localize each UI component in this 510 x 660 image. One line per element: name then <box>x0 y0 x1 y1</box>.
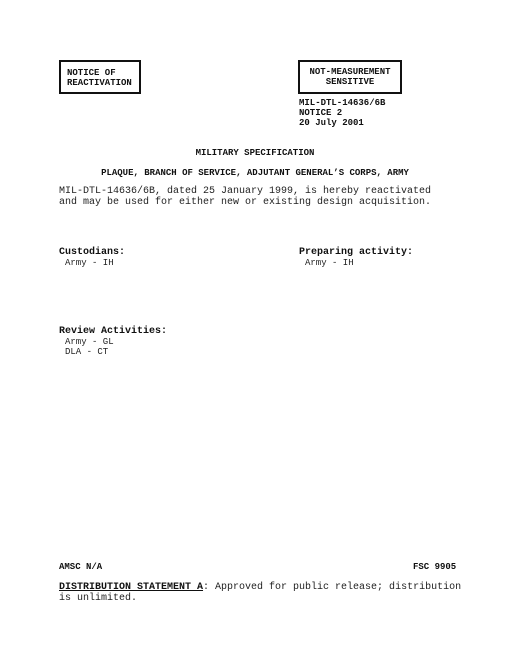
custodians-heading: Custodians: <box>59 247 126 258</box>
document-id: MIL-DTL-14636/6B <box>299 98 386 108</box>
review-activities-heading: Review Activities: <box>59 326 168 337</box>
body-paragraph-line-2: and may be used for either new or existing design acquisition. <box>59 197 432 208</box>
review-activity-item: Army - GL <box>65 337 114 347</box>
notice-number: NOTICE 2 <box>299 108 343 118</box>
preparing-activity-heading: Preparing activity: <box>299 247 414 258</box>
preparing-activity-item: Army - IH <box>305 258 354 268</box>
notice-box-line-1: NOTICE OF <box>67 68 116 78</box>
not-measurement-sensitive-box <box>298 60 402 94</box>
amsc-code: AMSC N/A <box>59 562 103 572</box>
custodian-item: Army - IH <box>65 258 114 268</box>
document-title: PLAQUE, BRANCH OF SERVICE, ADJUTANT GENERAL’S CORPS, ARMY <box>101 168 409 178</box>
measurement-box-line-2: SENSITIVE <box>325 77 375 87</box>
notice-of-reactivation-box <box>59 60 141 94</box>
distribution-statement-label: DISTRIBUTION STATEMENT A <box>59 582 204 593</box>
spec-type: MILITARY SPECIFICATION <box>195 148 315 158</box>
notice-box-line-2: REACTIVATION <box>67 78 132 88</box>
distribution-statement-line-1 <box>59 582 461 593</box>
fsc-code: FSC 9905 <box>413 562 457 572</box>
distribution-statement-text: : Approved for public release; distribution <box>203 582 462 593</box>
review-activity-item: DLA - CT <box>65 347 109 357</box>
measurement-box-line-1: NOT-MEASUREMENT <box>309 67 391 77</box>
distribution-statement-line-2: is unlimited. <box>59 593 138 604</box>
body-paragraph-line-1: MIL-DTL-14636/6B, dated 25 January 1999, is hereby reactivated <box>59 186 432 197</box>
notice-date: 20 July 2001 <box>299 118 364 128</box>
